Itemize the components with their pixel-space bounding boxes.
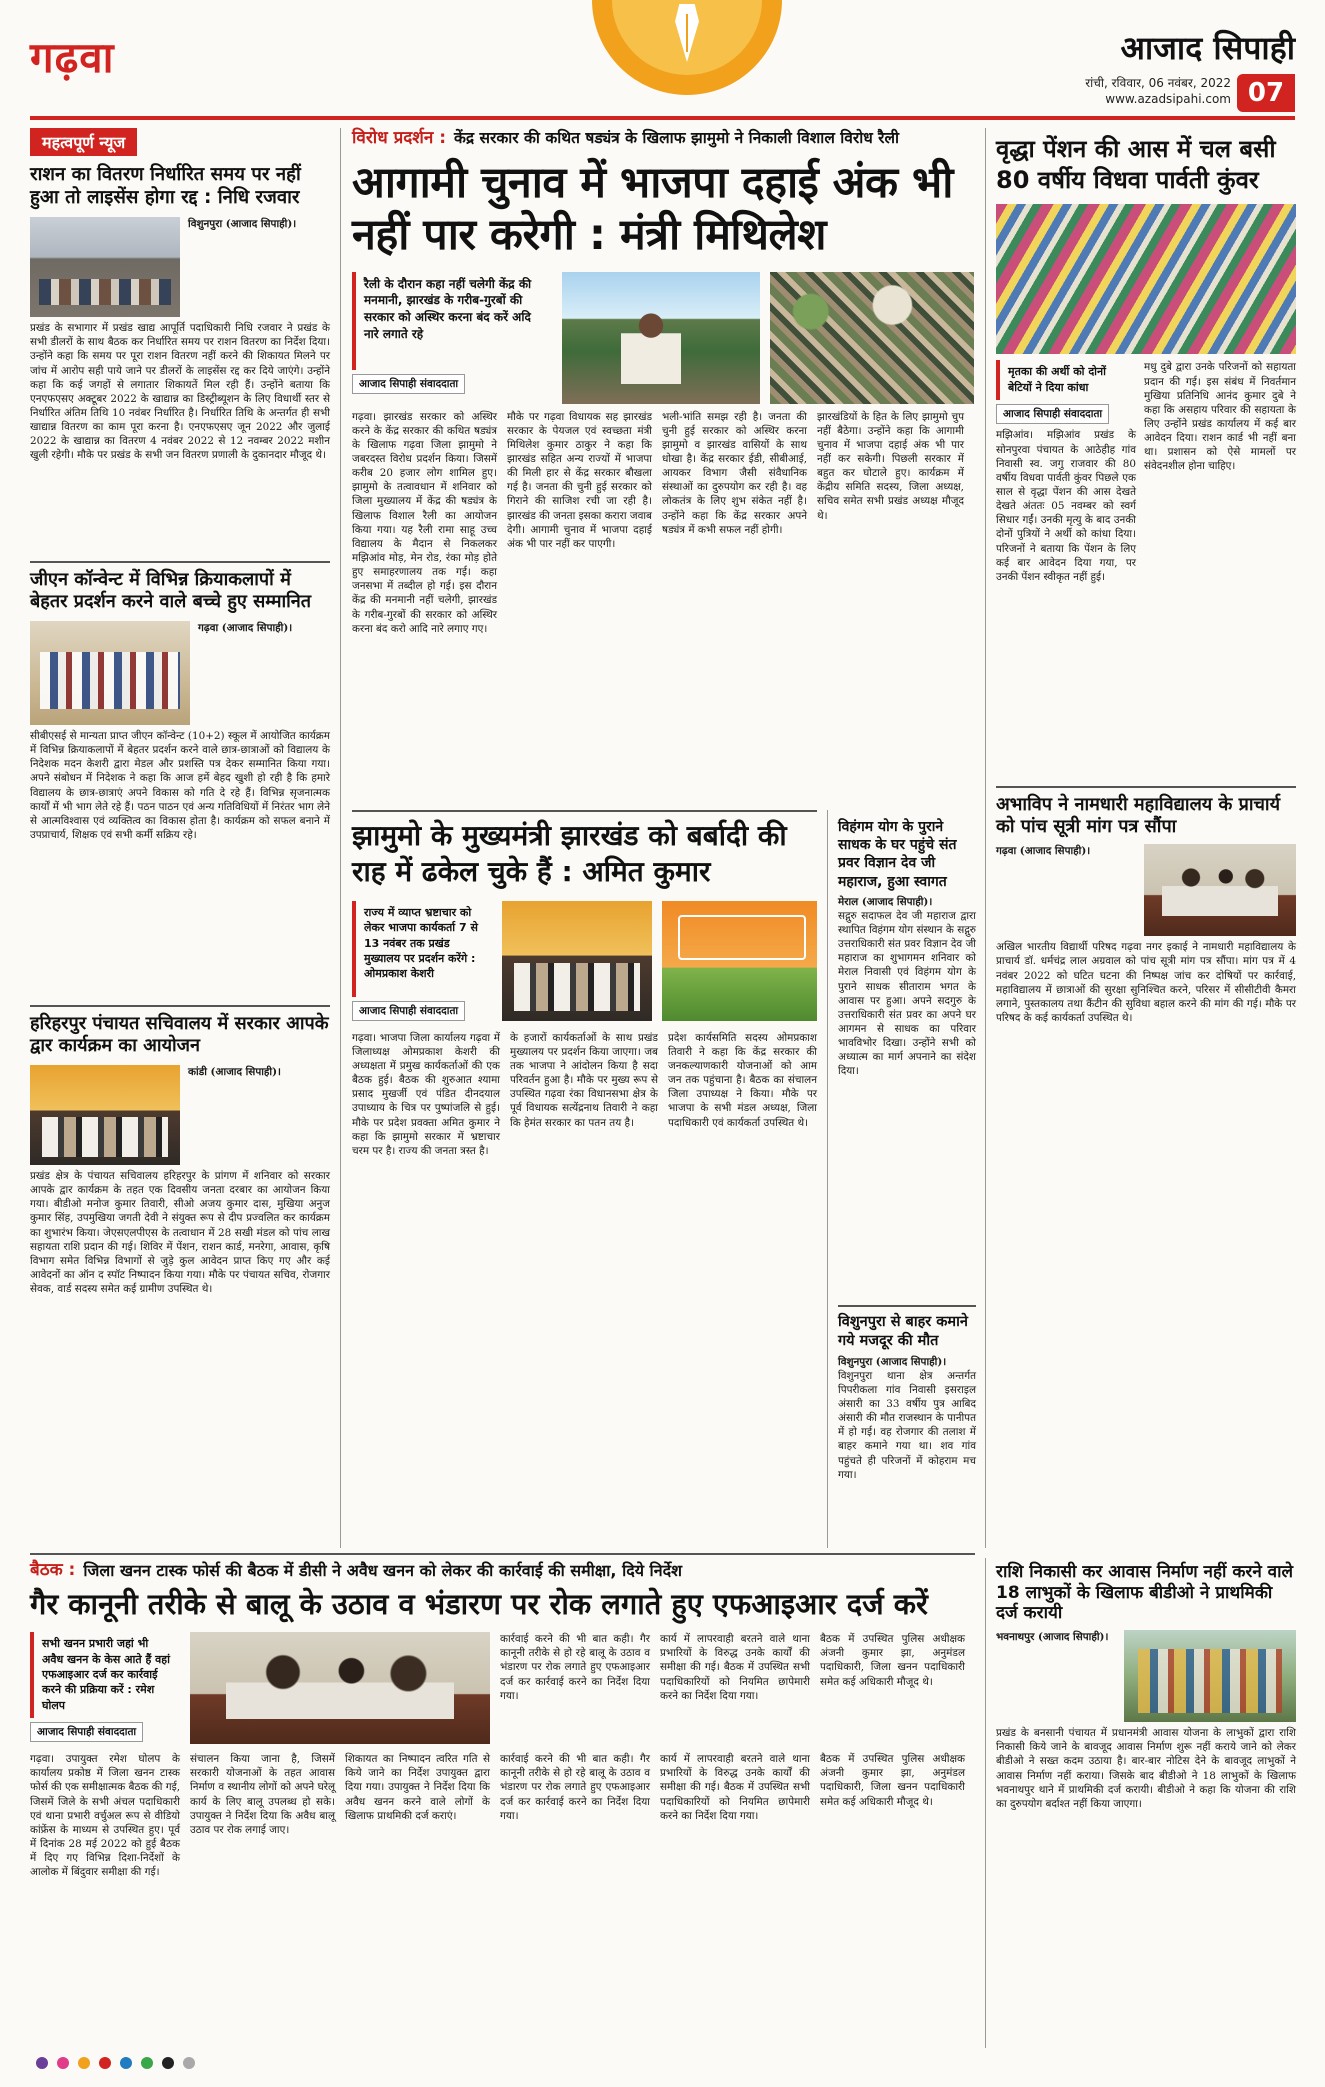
- byline: आजाद सिपाही संवाददाता: [30, 1722, 143, 1742]
- photo-dc-meeting: [190, 1632, 490, 1744]
- photo-abvp-memorandum: [1144, 844, 1296, 936]
- bjp-pull-quote: राज्य में व्याप्त भ्रष्टाचार को लेकर भाजपा कार्यकर्ता 7 से 13 नवंबर तक प्रखंड मुख्यालय पर प्रदर्शन करेंगे : ओमप्रकाश केशरी: [352, 901, 492, 997]
- center-lead-story: [352, 128, 974, 635]
- story-rule: [30, 1005, 330, 1007]
- photo-janta-darbar: [30, 1065, 180, 1165]
- brand-block: [1055, 22, 1295, 114]
- sun-pen-logo: [592, 0, 782, 95]
- mining-kicker: बैठक :: [30, 1560, 76, 1580]
- story-rule: [352, 810, 817, 812]
- labour-death-body: विशुनपुरा थाना क्षेत्र अन्तर्गत पिपरीकला गांव निवासी इसराइल अंसारी का 33 वर्षीय पुत्र आबिद अंसारी की मौत राजस्थान के पानीपत में हो गई। वह रोजगार की तलाश में बाहर कमाने गया था। शव गांव पहुंचते ही परिजनों में कोहराम मच गया।: [838, 1369, 976, 1481]
- abvp-body: अखिल भारतीय विद्यार्थी परिषद गढ़वा नगर इकाई ने नामधारी महाविद्यालय के प्राचार्य डॉ. धर्मचंद्र लाल अग्रवाल को पांच सूत्री मांग पत्र सौंपा। मांग पत्र में 4 नवंबर 2022 को घटित घटना की निष्पक्ष जांच कर दोषियों पर कार्रवाई, महाविद्यालय में छात्राओं की सुरक्षा सुनिश्चित करने, परिसर में सीसीटीवी कैमरा लगाने, पुस्तकालय तथा कैंटीन की सुविधा बहाल करने की मांग की गई। मौके पर परिषद के कई कार्यकर्ता उपस्थित थे।: [996, 941, 1296, 1024]
- mining-body-col5: कार्य में लापरवाही बरतने वाले थाना प्रभारियों के विरुद्ध उनके कार्यों की समीक्षा की गई। बैठक में उपस्थित सभी पदाधिकारियों को नियमित छापेमारी करने का निर्देश दिया गया।: [660, 1753, 810, 1822]
- masthead: [30, 22, 1295, 114]
- section-kicker: महत्वपूर्ण न्यूज: [30, 128, 137, 156]
- lead-body-col4: झारखंडियों के हित के लिए झामुमो चुप नहीं बैठेगा। उन्होंने कहा कि आगामी चुनाव में भाजपा दहाई अंक भी पार नहीं कर सकेगी। पिछली सरकार में बहुत कर घोटाले हुए। कार्यक्रम में केंद्रीय समिति सदस्य, जिला अध्यक्ष, सचिव समेत सभी प्रखंड अध्यक्ष मौजूद थे।: [817, 410, 964, 522]
- story-rule: [30, 561, 330, 563]
- divider: [340, 128, 341, 1548]
- photo-rally-crowd: [770, 272, 974, 404]
- registration-dot: [120, 2057, 132, 2069]
- photo-ration-meeting: [30, 217, 180, 317]
- headline-hariharpur: हरिहरपुर पंचायत सचिवालय में सरकार आपके द्वार कार्यक्रम का आयोजन: [30, 1013, 329, 1056]
- pen-icon: [675, 4, 699, 62]
- photo-rally-minister: [562, 272, 760, 404]
- story-rule: [996, 786, 1296, 788]
- byline: आजाद सिपाही संवाददाता: [352, 1001, 465, 1021]
- registration-dot: [36, 2057, 48, 2069]
- pension-body-col2: मधु दुबे द्वारा उनके परिजनों को सहायता प्रदान की गई। इस संबंध में निवर्तमान मुखिया प्रतिनिधि आनंद कुमार दुबे ने कहा कि असहाय परिवार की सहायता के लिए उन्होंने प्रखंड कार्यालय में कई बार आवेदन दिया। राशन कार्ड भी नहीं बना था। प्रशासन को ऐसे मामलों पर संवेदनशील होना चाहिए।: [1144, 361, 1296, 473]
- yoga-body: सद्गुरु सदाफल देव जी महाराज द्वारा स्थापित विहंगम योग संस्थान के सद्गुरु उत्तराधिकारी संत प्रवर विज्ञान देव जी महाराज का शुभागमन शनिवार को मेराल निवासी एवं विहंगम योग के पुराने साधक सीताराम भगत के आवास पर हुआ। अपने सदगुरु के उत्तराधिकारी संत प्रवर का अपने घर आगमन से साधक का परिवार भावविभोर दिखा। उन्होंने सभी को अध्यात्म का मार्ग अपनाने का संदेश दिया।: [838, 909, 976, 1078]
- lead-strap: केंद्र सरकार की कथित षड्यंत्र के खिलाफ झामुमो ने निकाली विशाल विरोध रैली: [454, 128, 900, 147]
- pension-headline: वृद्धा पेंशन की आस में चल बसी 80 वर्षीय विधवा पार्वती कुंवर: [996, 135, 1276, 195]
- pension-caption: मृतका की अर्थी को दोनों बेटियों ने दिया कांधा: [996, 360, 1136, 400]
- lead-body-col3: भली-भांति समझ रही है। जनता की चुनी हुई सरकार को अस्थिर करना झामुमो व झारखंड वासियों के साथ धोखा है। केंद्र सरकार ईडी, सीबीआई, आयकर विभाग जैसी संवैधानिक संस्थाओं का दुरुपयोग कर रही है। वह लोकतंत्र के लिए शुभ संकेत नहीं है। उन्होंने कहा कि केंद्र सरकार अपने षड्यंत्र में कभी सफल नहीं होगी।: [662, 410, 807, 536]
- lead-body-col2: मौके पर गढ़वा विधायक सह झारखंड सरकार के पेयजल एवं स्वच्छता मंत्री मिथिलेश कुमार ठाकुर ने कहा कि झारखंड सहित अन्य राज्यों में भाजपा की मिली हार से केंद्र सरकार बौखला गई है। जनता की चुनी हुई सरकार को गिराने की साजिश रची जा रही है। झारखंड की जनता इसका करारा जवाब देगी। आगामी चुनाव में भाजपा दहाई अंक भी पार नहीं कर पाएगी।: [507, 410, 652, 550]
- dateline: गढ़वा (आजाद सिपाही)।: [996, 845, 1091, 858]
- bjp-body-col3: प्रदेश कार्यसमिति सदस्य ओमप्रकाश तिवारी ने कहा कि केंद्र सरकार की जनकल्याणकारी योजनाओं को आम जन तक पहुंचाना है। बैठक का संचालन जिला उपाध्यक्ष ने किया। मौके पर भाजपा के सभी मंडल अध्यक्ष, जिला पदाधिकारी एवं कार्यकर्ता उपस्थित थे।: [668, 1031, 817, 1129]
- byline: आजाद सिपाही संवाददाता: [996, 404, 1109, 424]
- registration-dot: [162, 2057, 174, 2069]
- bottom-right-story: [996, 1562, 1296, 2040]
- mining-strap: जिला खनन टास्क फोर्स की बैठक में डीसी ने अवैध खनन को लेकर की कार्रवाई की समीक्षा, दिये निर्देश: [83, 1560, 682, 1580]
- masthead-rule: [30, 116, 1295, 120]
- center-bjp-story: [352, 818, 817, 1539]
- dateline: मेराल (आजाद सिपाही)।: [838, 895, 933, 908]
- photo-school-award: [30, 621, 190, 725]
- page-section-name: गढ़वा: [30, 33, 115, 82]
- bjp-body-col1: गढ़वा। भाजपा जिला कार्यालय गढ़वा में जिलाध्यक्ष ओमप्रकाश केशरी की अध्यक्षता में प्रमुख कार्यकर्ताओं की एक बैठक हुई। बैठक की शुरुआत श्यामा प्रसाद मुखर्जी एवं पंडित दीनदयाल उपाध्याय के चित्र पर पुष्पांजलि से हुई। मौके पर प्रदेश प्रवक्ता अमित कुमार ने कहा कि झामुमो सरकार में भ्रष्टाचार चरम पर है। राज्य की जनता त्रस्त है।: [352, 1031, 500, 1157]
- mining-body-top3: बैठक में उपस्थित पुलिस अधीक्षक अंजनी कुमार झा, अनुमंडल पदाधिकारी, जिला खनन पदाधिकारी समेत कई अधिकारी मौजूद थे।: [820, 1633, 965, 1688]
- page-number: 07: [1237, 74, 1295, 112]
- story-rule: [30, 1553, 975, 1555]
- story-body: सीबीएसई से मान्यता प्राप्त जीएन कॉन्वेन्ट (10+2) स्कूल में आयोजित कार्यक्रम में विभिन्न क्रियाकलापों में बेहतर प्रदर्शन करने वाले छात्र-छात्राओं को विद्यालय के निदेशक मदन केशरी द्वारा मेडल और प्रशस्ति पत्र देकर सम्मानित किया गया। अपने संबोधन में निदेशक ने कहा कि आज हमें बेहद खुशी हो रही है कि हमारे विद्यालय के छात्र-छात्राएं अपने विकास को गति दे रहे हैं। विभिन्न सृजनात्मक कार्यों में भी भाग लेते रहे हैं। पठन पाठन एवं अन्य गतिविधियों में निरंतर भाग लेने से आत्मविश्वास एवं व्यक्तित्व का विकास होता है। कार्यक्रम को सफल बनाने में उपप्राचार्य, शिक्षक एवं सभी कर्मी सक्रिय रहे।: [30, 730, 330, 842]
- dateline: कांडी (आजाद सिपाही)।: [188, 1065, 281, 1078]
- divider: [985, 128, 986, 1548]
- registration-dot: [99, 2057, 111, 2069]
- dateline: विशुनपुरा (आजाद सिपाही)।: [838, 1355, 947, 1368]
- labour-death-headline: विशुनपुरा से बाहर कमाने गये मजदूर की मौत: [838, 1313, 968, 1349]
- photo-bjp-office: [662, 901, 817, 1021]
- registration-dot: [57, 2057, 69, 2069]
- mining-body-col2: संचालन किया जाना है, जिसमें सरकारी योजनाओं के तहत आवास निर्माण व स्थानीय लोगों को अपने घरेलू कार्य के लिए बालू उपलब्ध हो सके। उपायुक्त ने निर्देश दिया कि अवैध बालू उठाव पर रोक लगाई जाए।: [190, 1753, 335, 1836]
- mining-body-col1: गढ़वा। उपायुक्त रमेश घोलप के कार्यालय प्रकोष्ठ में जिला खनन टास्क फोर्स की एक समीक्षात्मक बैठक की गई, जिसमें जिले के सभी अंचल पदाधिकारी एवं थाना प्रभारी वर्चुअल रूप से वीडियो कांफ्रेंस के माध्यम से उपस्थित हुए। पूर्व में दिनांक 28 मई 2022 को हुई बैठक में दिए गए विभिन्न दिशा-निर्देशों के आलोक में बिंदुवार समीक्षा की गई।: [30, 1753, 180, 1879]
- story-body: प्रखंड के सभागार में प्रखंड खाद्य आपूर्ति पदाधिकारी निधि रजवार ने प्रखंड के सभी डीलरों के साथ बैठक कर निर्धारित समय पर राशन वितरण का निर्देश दिया। उन्होंने कहा कि समय पर पूरा राशन वितरण नहीं करने की शिकायत मिलने पर जांच में आरोप सही पाये जाने पर डीलरों के लाइसेंस रद्द कर दिये जाएंगे। उन्होंने कहा कि कई जगहों से लगातार शिकायतें मिल रही हैं। उन्होंने बताया कि एनएफएसए अक्टूबर 2022 के खाद्यान्न का डिस्ट्रीब्यूशन के लिए विधार्थी स्तर से निर्धारित अंतिम तिथि 10 नवंबर निर्धारित है। निर्धारित तिथि के अन्तर्गत ही सभी खाद्यान्न वितरण का काम पूरा करना है। एनएफएसए जून 2022 और जुलाई 2022 के खाद्यान्न का वितरण 4 नवंबर 2022 से 12 नवम्बर 2022 मशीन खुली रहेगी। मौके पर प्रखंड के सभी जन वितरण प्रणाली के दुकानदार मौजूद थे।: [30, 322, 330, 462]
- mining-body-col3: शिकायत का निष्पादन त्वरित गति से किये जाने का निर्देश उपायुक्त द्वारा दिया गया। उपायुक्त ने निर्देश दिया कि अवैध खनन करने वाले लोगों के खिलाफ प्राथमिकी दर्ज कराएं।: [345, 1753, 490, 1822]
- lead-body-col1: गढ़वा। झारखंड सरकार को अस्थिर करने के केंद्र सरकार की कथित षड्यंत्र के खिलाफ गढ़वा जिला झामुमो ने जबरदस्त विरोध प्रदर्शन किया। जिसमें करीब 20 हजार लोग शामिल हुए। झामुमो के तत्वावधान में शनिवार को जिला मुख्यालय में केंद्र की षड्यंत्र के खिलाफ विशाल रैली का आयोजन किया गया। यह रैली रामा साहू उच्च विद्यालय के मैदान से निकलकर मझिआंव मोड़, मेन रोड, रंका मोड़ होते हुए समाहरणालय तक गई। कहा जनसभा में तब्दील हो गई। इस दौरान केंद्र की मनमानी नहीं चलेगी, झारखंड के गरीब-गुरबों की सरकार को अस्थिर करना बंद करो आदि नारे लगाए गए।: [352, 410, 497, 635]
- mining-body-top1: कार्रवाई करने की भी बात कही। गैर कानूनी तरीके से हो रहे बालू के उठाव व भंडारण पर रोक लगाते हुए एफआइआर दर्ज कर कार्रवाई करने का निर्देश दिया गया।: [500, 1633, 650, 1702]
- mining-body-col6: बैठक में उपस्थित पुलिस अधीक्षक अंजनी कुमार झा, अनुमंडल पदाधिकारी, जिला खनन पदाधिकारी समेत कई अधिकारी मौजूद थे।: [820, 1753, 965, 1808]
- pension-body-col1: मझिआंव। मझिआंव प्रखंड के सोनपुरवा पंचायत के आठेहीह गांव निवासी स्व. जगु राजवार की 80 वर्षीय विधवा पार्वती कुंवर पिछले एक साल से वृद्धा पेंशन की आस देखते देखते अंततः 05 नवम्बर को स्वर्ग सिधार गईं। उनकी मृत्यु के बाद उनकी दोनों पुत्रियों ने अर्थी को कांधा दिया। परिजनों ने बताया कि पेंशन के लिए कई बार आवेदन दिया गया, पर उनकी पेंशन स्वीकृत नहीं हुई।: [996, 429, 1136, 583]
- headline-ration: राशन का वितरण निर्धारित समय पर नहीं हुआ तो लाइसेंस होगा रद्द : निधि रजवार: [30, 164, 301, 208]
- bjp-headline: झामुमो के मुख्यमंत्री झारखंड को बर्बादी की राह में ढकेल चुके हैं : अमित कुमार: [352, 819, 787, 889]
- print-registration-dots: [36, 2057, 195, 2069]
- bottom-mining-story: [30, 1560, 975, 2030]
- divider: [827, 810, 828, 1548]
- registration-dot: [183, 2057, 195, 2069]
- awas-fir-body: प्रखंड के बनसानी पंचायत में प्रधानमंत्री आवास योजना के लाभुकों द्वारा राशि निकासी किये जाने के बावजूद आवास निर्माण शुरू नहीं कराये जाने को लेकर बीडीओ ने सख्त कदम उठाया है। बार-बार नोटिस देने के बावजूद लाभुकों ने आवास निर्माण नहीं कराया। जिसके बाद बीडीओ ने 18 लाभुकों के खिलाफ भवनाथपुर थाने में प्राथमिकी दर्ज करायी। बीडीओ ने कहा कि योजना की राशि का दुरुपयोग बर्दाश्त नहीं किया जाएगा।: [996, 1727, 1296, 1810]
- mining-headline: गैर कानूनी तरीके से बालू के उठाव व भंडारण पर रोक लगाते हुए एफआइआर दर्ज करें: [30, 1586, 928, 1621]
- dateline: गढ़वा (आजाद सिपाही)।: [198, 622, 293, 635]
- mining-pull-quote: सभी खनन प्रभारी जहां भी अवैध खनन के केस आते हैं वहां एफआइआर दर्ज कर कार्रवाई करने की प्रक्रिया करें : रमेश घोलप: [30, 1632, 180, 1718]
- dateline: भवनाथपुर (आजाद सिपाही)।: [996, 1631, 1109, 1644]
- awas-fir-headline: राशि निकासी कर आवास निर्माण नहीं करने वाले 18 लाभुकों के खिलाफ बीडीओ ने प्राथमिकी दर्ज करायी: [996, 1562, 1294, 1624]
- byline: आजाद सिपाही संवाददाता: [352, 374, 465, 394]
- abvp-headline: अभाविप ने नामधारी महाविद्यालय के प्राचार्य को पांच सूत्री मांग पत्र सौंपा: [996, 794, 1281, 838]
- photo-bdo-office: [1124, 1630, 1296, 1722]
- right-column: [996, 134, 1296, 1262]
- edition-date: रांची, रविवार, 06 नवंबर, 2022: [1085, 76, 1231, 90]
- lead-pull-quote: रैली के दौरान कहा नहीं चलेगी केंद्र की मनमानी, झारखंड के गरीब-गुरबों की सरकार को अस्थिर करना बंद करें अदि नारे लगाते रहे: [352, 272, 552, 370]
- mining-body-top2: कार्य में लापरवाही बरतने वाले थाना प्रभारियों के विरुद्ध उनके कार्यों की समीक्षा की गई। बैठक में उपस्थित सभी पदाधिकारियों को नियमित छापेमारी करने का निर्देश दिया गया।: [660, 1633, 810, 1702]
- newspaper-name: आजाद सिपाही: [1120, 29, 1295, 67]
- yoga-headline: विहंगम योग के पुराने साधक के घर पहुंचे संत प्रवर विज्ञान देव जी महाराज, हुआ स्वागत: [838, 819, 957, 890]
- bjp-body-col2: के हजारों कार्यकर्ताओं के साथ प्रखंड मुख्यालय पर प्रदर्शन किया जाएगा। जब तक भाजपा ने आंदोलन किया है सदा परिवर्तन हुआ है। मौके पर मुख्य रूप से उपस्थित गढ़वा रंका विधानसभा क्षेत्र के पूर्व विधायक सत्येंद्रनाथ तिवारी ने कहा कि हेमंत सरकार का पतन तय है।: [510, 1031, 658, 1129]
- mining-body-col4: कार्रवाई करने की भी बात कही। गैर कानूनी तरीके से हो रहे बालू के उठाव व भंडारण पर रोक लगाते हुए एफआइआर दर्ज कर कार्रवाई करने का निर्देश दिया गया।: [500, 1753, 650, 1822]
- left-column: [30, 128, 330, 1465]
- headline-gn-convent: जीएन कॉन्वेन्ट में विभिन्न क्रियाकलापों में बेहतर प्रदर्शन करने वाले बच्चे हुए सम्मानित: [30, 569, 312, 613]
- photo-bjp-meeting: [502, 901, 652, 1021]
- website-link[interactable]: www.azadsipahi.com: [1105, 92, 1231, 106]
- story-body: प्रखंड क्षेत्र के पंचायत सचिवालय हरिहरपुर के प्रांगण में शनिवार को सरकार आपके द्वार कार्यक्रम के तहत एक दिवसीय जनता दरबार का आयोजन किया गया। बीडीओ मनोज कुमार तिवारी, सीओ अजय कुमार दास, मुखिया अनुज कुमार सिंह, उपमुखिया जगती देवी ने संयुक्त रूप से दीप प्रज्वलित कर कार्यक्रम का शुभारंभ किया। जेएसएलपीएस के तत्वाधान में 28 सखी मंडल को पांच लाख सहायता राशि प्रदान की गई। शिविर में पेंशन, राशन कार्ड, मनरेगा, आवास, कृषि विभाग समेत विभिन्न विभागों से जुड़े कुल आवेदन प्राप्त किए गए और कई आवेदनों का ऑन द स्पॉट निष्पादन किया गया। मौके पर पंचायत सचिव, रोजगार सेवक, वार्ड सदस्य समेत कई ग्रामीण उपस्थित थे।: [30, 1169, 330, 1296]
- story-rule: [838, 1305, 976, 1307]
- photo-funeral: [996, 204, 1296, 354]
- lead-kicker: विरोध प्रदर्शन :: [352, 128, 446, 148]
- dateline: विशुनपुरा (आजाद सिपाही)।: [188, 218, 297, 231]
- lead-headline: आगामी चुनाव में भाजपा दहाई अंक भी नहीं पार करेगी : मंत्री मिथिलेश: [352, 157, 953, 261]
- registration-dot: [78, 2057, 90, 2069]
- registration-dot: [141, 2057, 153, 2069]
- divider: [985, 1558, 986, 2048]
- center-right-column: [838, 818, 976, 1493]
